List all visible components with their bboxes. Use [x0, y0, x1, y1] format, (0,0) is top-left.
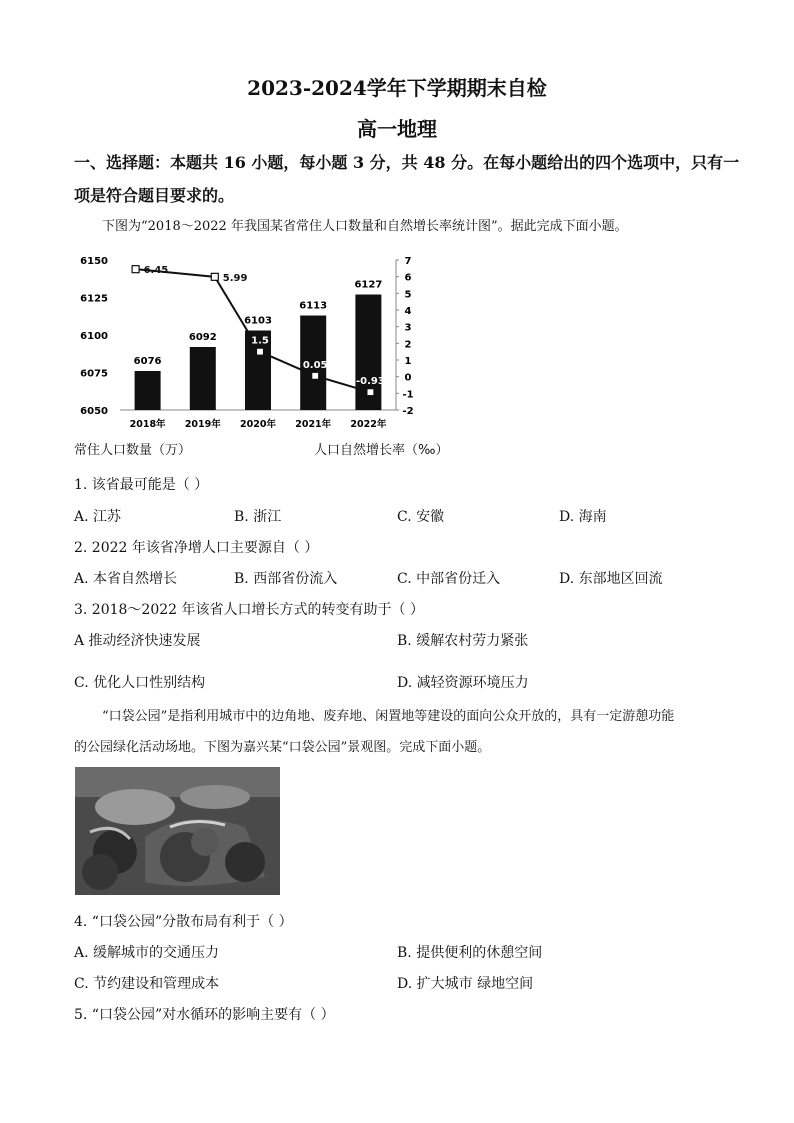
intro-paragraph-1: 下图为“2018～2022 年我国某省常住人口数量和自然增长率统计图”。据此完成下面小题。: [102, 219, 628, 234]
left-tick-label: 6150: [80, 256, 108, 267]
q4-option-c: C. 节约建设和管理成本: [74, 976, 220, 992]
left-axis-ticks: [80, 256, 108, 417]
right-tick-label: 1: [404, 356, 412, 367]
section-heading-line2: 项是符合题目要求的。: [74, 186, 235, 205]
intro-paragraph-2-line1: “口袋公园”是指利用城市中的边角地、废弃地、闲置地等建设的面向公众开放的，具有一定游憩功能: [102, 709, 675, 724]
right-tick-label: -2: [402, 406, 414, 417]
bar-value-label: 6076: [133, 356, 162, 367]
right-tick-label: 5: [404, 289, 412, 301]
population-bar: [135, 371, 161, 410]
q3-option-c: C. 优化人口性别结构: [74, 675, 206, 691]
intro-paragraph-2-line2: 的公园绿化活动场地。下图为嘉兴某“口袋公园”景观图。完成下面小题。: [74, 740, 491, 755]
q1-option-d: D. 海南: [559, 509, 607, 525]
growth-rate-label: -0.93: [355, 376, 385, 388]
question-3-stem: 3. 2018～2022 年该省人口增长方式的转变有助于（ ）: [74, 602, 424, 618]
growth-rate-label: 6.45: [143, 265, 169, 277]
question-1-stem: 1. 该省最可能是（ ）: [74, 477, 209, 493]
left-tick-label: 6050: [80, 406, 108, 417]
q2-option-a: A. 本省自然增长: [74, 571, 178, 587]
question-4-stem: 4. “口袋公园”分散布局有利于（ ）: [74, 914, 293, 930]
left-axis-label: 常住人口数量（万）: [74, 443, 192, 458]
category-label: 2019年: [184, 419, 221, 430]
growth-rate-label: 0.05: [302, 359, 328, 371]
growth-rate-label: 1.5: [251, 335, 269, 347]
growth-rate-marker: [211, 273, 218, 280]
q4-option-b: B. 提供便利的休憩空间: [397, 945, 543, 961]
bar-value-label: 6092: [188, 332, 217, 343]
left-tick-label: 6100: [80, 331, 108, 342]
exam-title: 2023-2024学年下学期期末自检: [247, 76, 547, 100]
growth-rate-marker: [257, 348, 264, 355]
right-tick-label: 6: [404, 272, 412, 284]
growth-rate-label: 5.99: [222, 272, 248, 284]
q2-option-b: B. 西部省份流入: [234, 571, 338, 587]
growth-rate-marker: [132, 266, 139, 273]
bar-value-label: 6113: [299, 300, 328, 312]
q1-option-c: C. 安徽: [397, 509, 445, 525]
exam-subject: 高一地理: [357, 117, 437, 141]
category-label: 2022年: [350, 419, 387, 430]
left-tick-label: 6075: [80, 368, 108, 380]
right-tick-label: 0: [404, 372, 412, 384]
q3-option-b: B. 缓解农村劳力紧张: [397, 633, 529, 649]
question-2-stem: 2. 2022 年该省净增人口主要源自（ ）: [74, 540, 319, 556]
section-heading-line1: 一、选择题：本题共 16 小题，每小题 3 分，共 48 分。在每小题给出的四个选项中，只有一: [74, 153, 740, 172]
q1-option-b: B. 浙江: [234, 509, 282, 525]
right-axis-ticks: [396, 256, 414, 417]
q2-option-c: C. 中部省份迁入: [397, 571, 501, 587]
q3-option-d: D. 减轻资源环境压力: [397, 675, 529, 691]
right-tick-label: 7: [404, 256, 412, 267]
question-5-stem: 5. “口袋公园”对水循环的影响主要有（ ）: [74, 1007, 335, 1023]
right-tick-label: 3: [404, 322, 412, 334]
category-label: 2021年: [295, 419, 332, 430]
bar-value-label: 6103: [244, 315, 272, 327]
right-tick-label: 4: [404, 306, 412, 317]
growth-rate-marker: [367, 389, 374, 396]
right-tick-label: 2: [404, 339, 412, 351]
q4-option-a: A. 缓解城市的交通压力: [74, 945, 220, 961]
q2-option-d: D. 东部地区回流: [559, 571, 663, 587]
right-tick-label: -1: [402, 389, 414, 401]
right-axis-label: 人口自然增长率（‰）: [314, 443, 449, 458]
growth-rate-marker: [312, 372, 319, 379]
category-label: 2018年: [129, 419, 166, 430]
left-tick-label: 6125: [80, 293, 108, 305]
q3-option-a: A 推动经济快速发展: [74, 633, 201, 649]
q4-option-d: D. 扩大城市 绿地空间: [397, 976, 534, 992]
bar-value-label: 6127: [354, 279, 383, 291]
q1-option-a: A. 江苏: [74, 509, 122, 525]
population-chart: [78, 250, 448, 435]
pocket-park-photo: [75, 767, 280, 895]
category-label: 2020年: [240, 419, 276, 430]
population-bar: [190, 347, 216, 410]
